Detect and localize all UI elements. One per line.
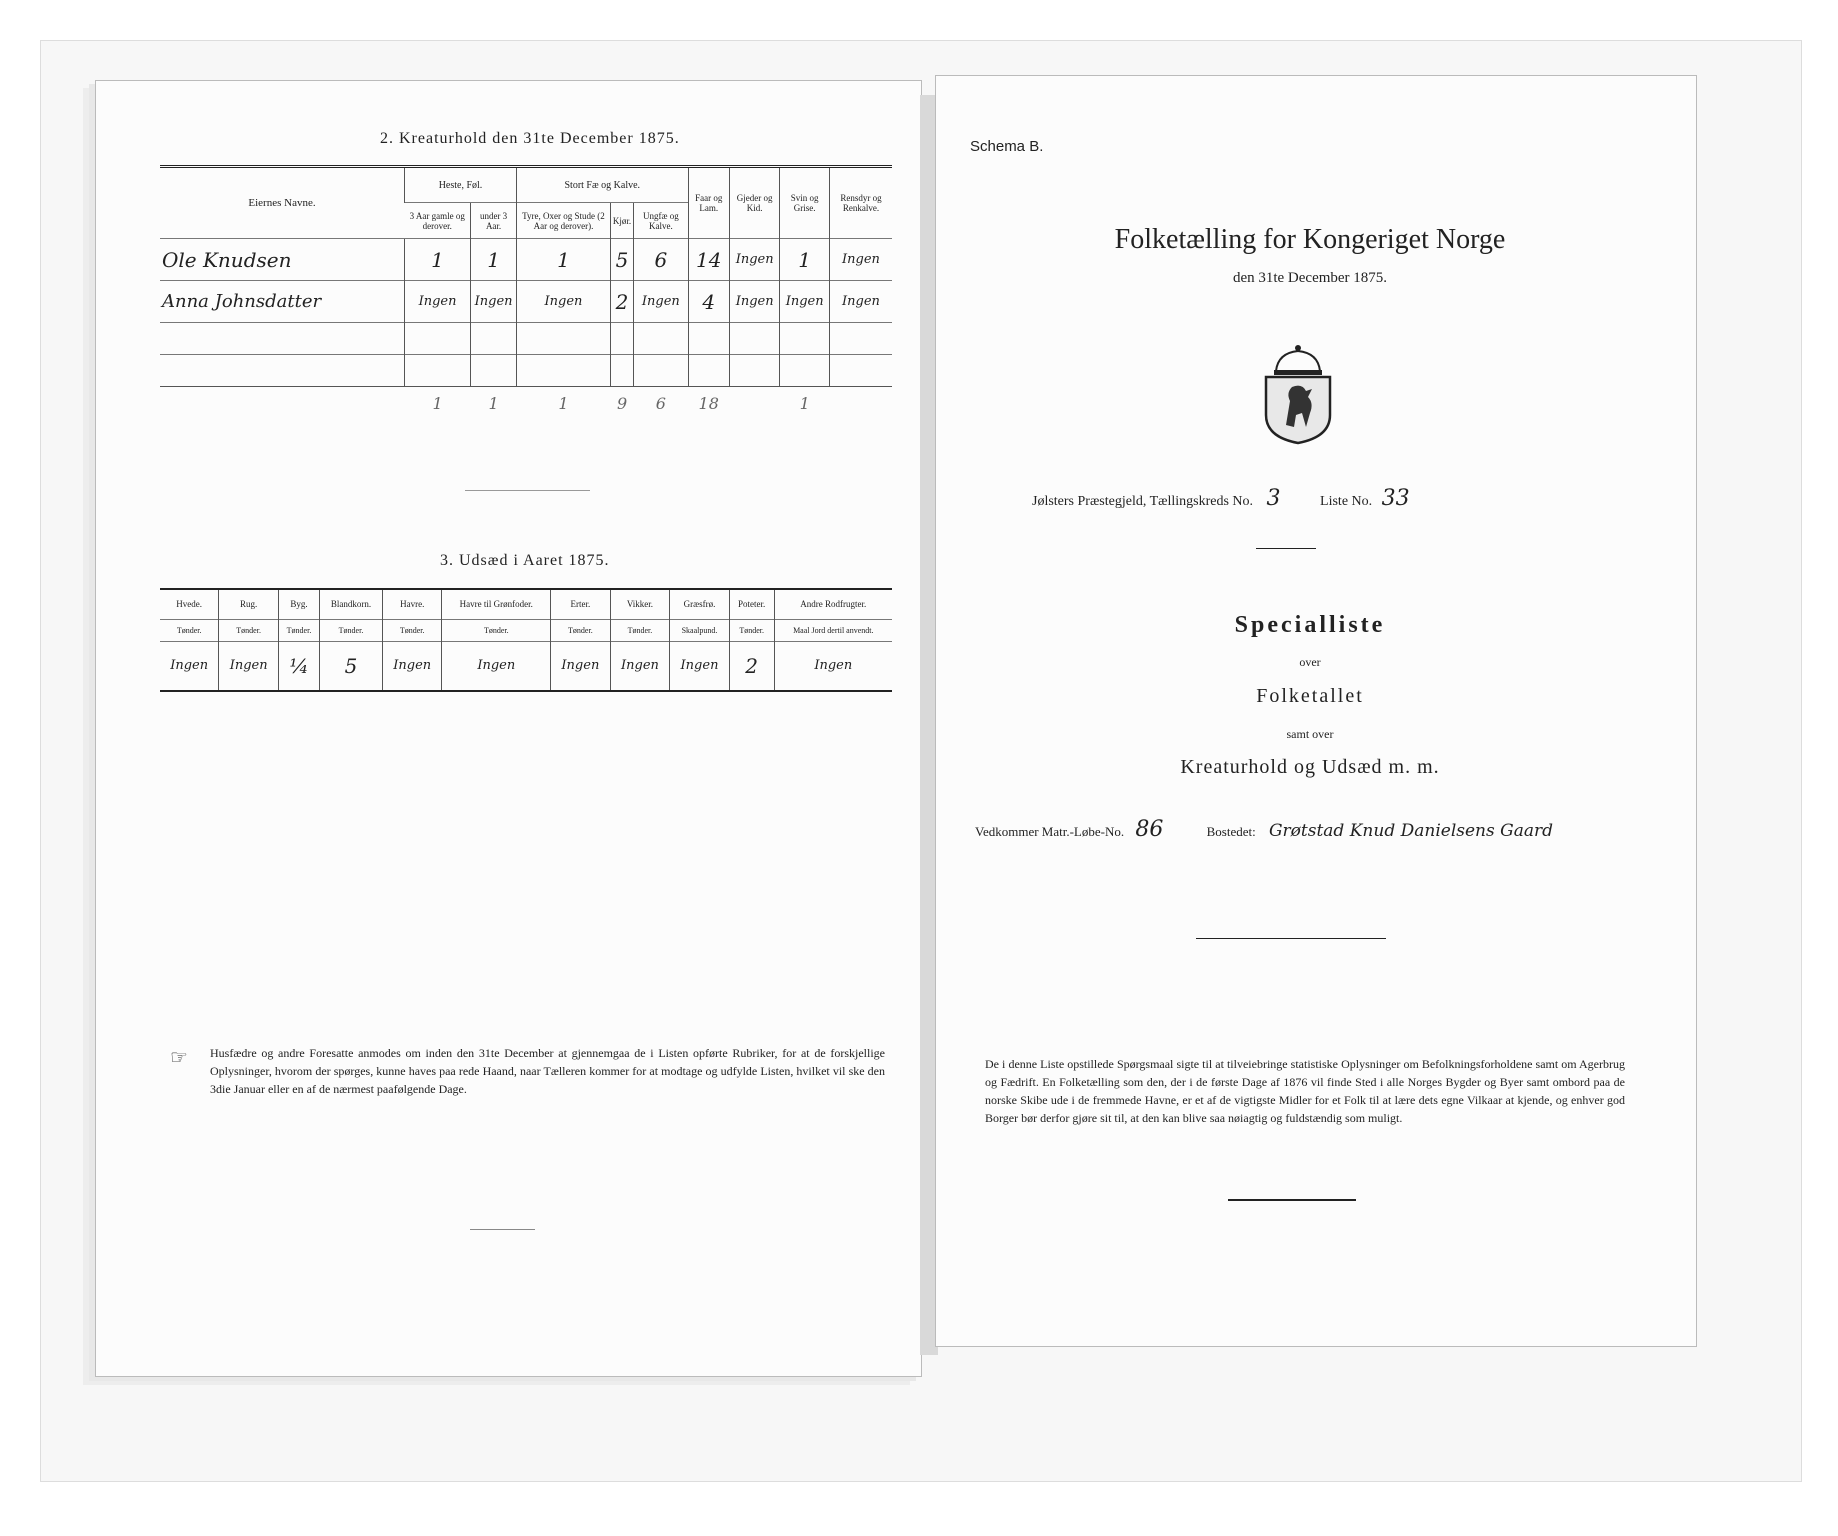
divider xyxy=(1196,938,1386,939)
seed-value: Ingen xyxy=(774,641,892,691)
col-header: Kjør. xyxy=(610,203,633,239)
seed-header: Græsfrø. xyxy=(670,589,730,619)
divider xyxy=(470,1229,535,1230)
seed-unit: Tønder. xyxy=(320,619,383,641)
matr-value: 86 xyxy=(1135,817,1164,842)
list-value: 33 xyxy=(1381,486,1410,511)
value-cell: 2 xyxy=(610,281,633,323)
seed-table xyxy=(160,588,892,692)
col-header: Svin og Grise. xyxy=(780,167,830,239)
over-label: over xyxy=(1299,655,1321,669)
value-cell: Ingen xyxy=(729,281,780,323)
coat-of-arms-icon xyxy=(1256,343,1340,445)
value-cell: Ingen xyxy=(405,281,471,323)
seed-value: 5 xyxy=(320,641,383,691)
seed-header: Hvede. xyxy=(160,589,219,619)
seed-header: Rug. xyxy=(219,589,279,619)
seed-unit: Tønder. xyxy=(551,619,611,641)
value-cell: 1 xyxy=(405,239,471,281)
value-cell: Ingen xyxy=(517,281,611,323)
group-header-cattle: Stort Fæ og Kalve. xyxy=(517,167,688,203)
table-row-empty xyxy=(160,355,892,387)
seed-value: 2 xyxy=(729,641,774,691)
group-header-horses: Heste, Føl. xyxy=(405,167,517,203)
seed-unit: Tønder. xyxy=(382,619,442,641)
seed-unit: Tønder. xyxy=(610,619,670,641)
intro-text: De i denne Liste opstillede Spørgsmaal sigte til at tilveiebringe statistiske Oplysninger om Befolkningsforholdene samt om Agerbrug og Fædrift. En Folketælling som den, der i de første Dage af 1876 vil finde Sted i alle Norges Bygder og Byer samt ombord paa de norske Skibe ude i de fremmede Havne, er et af de vigtigste Midler for et Folk til at lære dets egne Vilkaar at kjende, og enhver god Borger bør derfor gjøre sit til, at den kan blive saa nøiagtig og fuldstændig som muligt. xyxy=(985,1057,1625,1125)
livestock-table xyxy=(160,165,892,421)
right-page xyxy=(935,75,1697,1347)
value-cell: 1 xyxy=(780,239,830,281)
owner-cell: Anna Johnsdatter xyxy=(160,281,405,323)
district-value: 3 xyxy=(1266,486,1281,511)
total-cell xyxy=(729,387,780,421)
matr-label: Vedkommer Matr.-Løbe-No. xyxy=(975,824,1125,839)
value-cell: Ingen xyxy=(829,281,892,323)
table-row xyxy=(160,281,892,323)
col-header: Faar og Lam. xyxy=(688,167,729,239)
total-cell: 1 xyxy=(432,394,443,414)
matr-line xyxy=(975,817,1553,842)
value-cell: 14 xyxy=(688,239,729,281)
pointing-hand-icon: ☞ xyxy=(170,1047,188,1069)
bostedet-value: Grøtstad Knud Danielsens Gaard xyxy=(1268,821,1553,841)
seed-header: Vikker. xyxy=(610,589,670,619)
seed-value: Ingen xyxy=(442,641,551,691)
parish-label: Jølsters Præstegjeld, xyxy=(1032,494,1147,509)
col-header: Gjeder og Kid. xyxy=(729,167,780,239)
main-title: Folketælling for Kongeriget Norge xyxy=(1114,224,1506,255)
value-cell: Ingen xyxy=(780,281,830,323)
total-cell: 9 xyxy=(616,394,628,414)
seed-value: ¼ xyxy=(278,641,319,691)
seed-value: Ingen xyxy=(382,641,442,691)
seed-unit: Skaalpund. xyxy=(670,619,730,641)
seed-value: Ingen xyxy=(160,641,219,691)
seed-unit: Maal Jord dertil anvendt. xyxy=(774,619,892,641)
value-cell: Ingen xyxy=(729,239,780,281)
value-cell: 1 xyxy=(471,239,517,281)
seed-value: Ingen xyxy=(219,641,279,691)
value-cell: 6 xyxy=(634,239,688,281)
totals-row xyxy=(160,387,892,421)
divider xyxy=(465,490,590,491)
table-row xyxy=(160,239,892,281)
seed-header: Erter. xyxy=(551,589,611,619)
value-cell: Ingen xyxy=(634,281,688,323)
samt-over-label: samt over xyxy=(1286,727,1334,741)
value-cell: 4 xyxy=(688,281,729,323)
seed-header: Blandkorn. xyxy=(320,589,383,619)
notice-text: Husfædre og andre Foresatte anmodes om inden den 31te December at gjennemgaa de i Listen opførte Rubriker, for at de forskjellige Oplysninger, hvorom der spørges, kunne haves paa rede Haand, naar Tælleren kommer for at modtage og udfylde Listen, hvilket vil ske den 3die Januar eller en af de nærmest paafølgende Dage. xyxy=(210,1046,885,1096)
value-cell: Ingen xyxy=(471,281,517,323)
specialliste-title: Specialliste xyxy=(1234,612,1386,638)
value-cell: Ingen xyxy=(829,239,892,281)
owner-cell: Ole Knudsen xyxy=(160,239,405,281)
col-header: Ungfæ og Kalve. xyxy=(634,203,688,239)
value-cell: 5 xyxy=(610,239,633,281)
seed-unit: Tønder. xyxy=(729,619,774,641)
total-cell: 1 xyxy=(558,394,569,414)
section3-title: 3. Udsæd i Aaret 1875. xyxy=(440,552,610,569)
owner-header: Eiernes Navne. xyxy=(160,167,405,239)
seed-unit: Tønder. xyxy=(219,619,279,641)
seed-value: Ingen xyxy=(551,641,611,691)
table-row-empty xyxy=(160,323,892,355)
col-header: under 3 Aar. xyxy=(471,203,517,239)
total-cell: 1 xyxy=(488,394,499,414)
seed-values-row xyxy=(160,641,892,691)
col-header: 3 Aar gamle og derover. xyxy=(405,203,471,239)
col-header: Rensdyr og Renkalve. xyxy=(829,167,892,239)
seed-unit: Tønder. xyxy=(278,619,319,641)
seed-header: Byg. xyxy=(278,589,319,619)
folketallet-label: Folketallet xyxy=(1256,685,1364,707)
seed-unit: Tønder. xyxy=(160,619,219,641)
district-label: Tællingskreds No. xyxy=(1149,494,1254,509)
list-label: Liste No. xyxy=(1320,494,1373,509)
seed-header: Havre til Grønfoder. xyxy=(442,589,551,619)
divider xyxy=(1256,548,1316,549)
seed-value: Ingen xyxy=(610,641,670,691)
seed-unit: Tønder. xyxy=(442,619,551,641)
value-cell: 1 xyxy=(517,239,611,281)
parish-line xyxy=(1032,486,1410,511)
total-cell: 6 xyxy=(655,394,666,414)
section2-title: 2. Kreaturhold den 31te December 1875. xyxy=(380,130,680,147)
schema-label: Schema B. xyxy=(970,138,1044,155)
bostedet-label: Bostedet: xyxy=(1206,824,1256,839)
kreaturhold-line: Kreaturhold og Udsæd m. m. xyxy=(1180,756,1440,778)
seed-header: Andre Rodfrugter. xyxy=(774,589,892,619)
total-cell: 18 xyxy=(698,394,719,414)
col-header: Tyre, Oxer og Stude (2 Aar og derover). xyxy=(517,203,611,239)
main-date: den 31te December 1875. xyxy=(1232,270,1388,286)
divider xyxy=(1228,1199,1356,1201)
total-cell xyxy=(829,387,892,421)
total-cell: 1 xyxy=(799,394,810,414)
seed-header: Poteter. xyxy=(729,589,774,619)
seed-header: Havre. xyxy=(382,589,442,619)
seed-value: Ingen xyxy=(670,641,730,691)
